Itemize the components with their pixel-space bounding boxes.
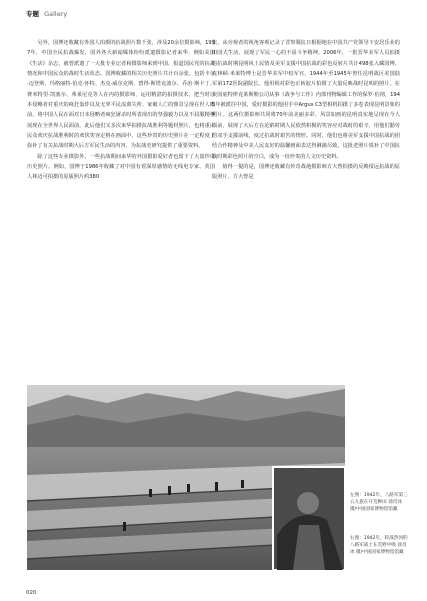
paragraph: 除了这些专业摄影外，一些抗战期间来华的外国摄影爱好者也留下了大量珍贵历史照片。例如，国博于1986年收藏了对中国有着深厚感情的无线电专家、英国人林迈可拍摄的原版照片约380 — [27, 153, 215, 181]
photo-caption-left — [350, 492, 408, 514]
photo-soldier-portrait — [273, 467, 345, 570]
right-text-column — [212, 38, 400, 183]
photo-collage — [27, 385, 397, 570]
paragraph: 值得一提的是，国博还收藏有传奇战地摄影师方大曾拍摄的反映绥远抗战的原版照片。方大曾是 — [212, 164, 400, 181]
historical-photo-group — [27, 385, 397, 570]
caption-text: 右图：1942年，转战热河的八路军战士在荒野中吸 徐肖冰 摄/中国国家博物馆馆藏 — [350, 536, 408, 556]
page-header — [26, 10, 67, 19]
section-sublabel: Gallery — [44, 10, 68, 18]
section-label: 专题 — [26, 10, 39, 18]
paragraph: 张，从旁观者的视角客观记录了晋察冀抗日根据地在中国共产党领导下安居乐业的田园式生活，展现了军民一心的不屈斗争精神。2006年，一批晋华美军人员拍摄的抗战时期昆明风土民情及美军支援中国抗战的彩色反转片共计498张入藏国博。克林顿·米莱特博士是晋华美军中校军官，1944年至1945年曾任昆明战区美国陆军第172医院副院长。他用相对彩色正转胶片拍摄了大量反映战时昆明的照片。在美国底特律克莱斯勒公司从事《战争与工作》内部刊物编辑工作的保罗·伯彻，1945年被派往中国，爱好摄影的他用手中Argus C3型相机拍摄了多卷表现昆明景象的照片。这两位摄影师共同将70年前美丽多彩、风景如画的昆明真实地呈现在今人面前，展现了大后方在沦陷时期人民依然积极的笑容应对战时的艰辛，用他们勤劳的双手支援前线，度过抗战时艰苦的情形。同时，他们也将美军支援中国抗战的团结合作精神及中美人民友好的温馨画面表达得淋漓尽致。这批老照片填补了中国抗战时期彩色照片的空白，成为一份珍贵的人文历史资料。 — [212, 40, 400, 160]
paragraph: 另外，国博还收藏有外国人拍摄的抗战照片数千张，涉及20余位摄影师。1937年，中国全民抗战爆发，国外各大新闻媒体纷纷派遣摄影记者来华，例如美国《生活》杂志，就曾派遣了一大批专业记者和摄影师来到中国，报道国民党的抗战情况和中国民众的战时生活状态。国博收藏的相关历史照片共计百余张。包括卡尔·迈登斯、玛格丽特·伯克·怀特、杰克·威尔克斯、碧得·斯塔克波尔、乔治·斯卡丁、赛米特里·凯塞尔、弗莱尼克等人在内的摄影师，运用精湛的拍摄技术，把当时日本侵略者对重庆的疯狂轰炸以及无辜平民流离失所、家破人亡的惨景呈现在世人眼前，将中国人民在面对日本侵略者疯狂屠杀时所表现出的坚强毅力以及不屈服精神展现在全世界人民面前。此后他们又多次来华拍摄抗战胜利等题材照片，也将重庆民众欢庆抗战胜利时的欢快笑容定格在画面中。这些珍贵的历史照片在一定程度上弥补了有关抗战时期大后方军民生活的内容，为抗战史研究提供了重要资料。 — [27, 40, 215, 150]
photo-caption-right — [350, 535, 408, 557]
left-text-column — [27, 38, 215, 183]
page-number: 020 — [26, 590, 37, 596]
caption-text: 左图：1942年，八路军第三五九旅在开荒种田 徐肖冰 摄/中国国家博物馆馆藏 — [350, 493, 408, 513]
